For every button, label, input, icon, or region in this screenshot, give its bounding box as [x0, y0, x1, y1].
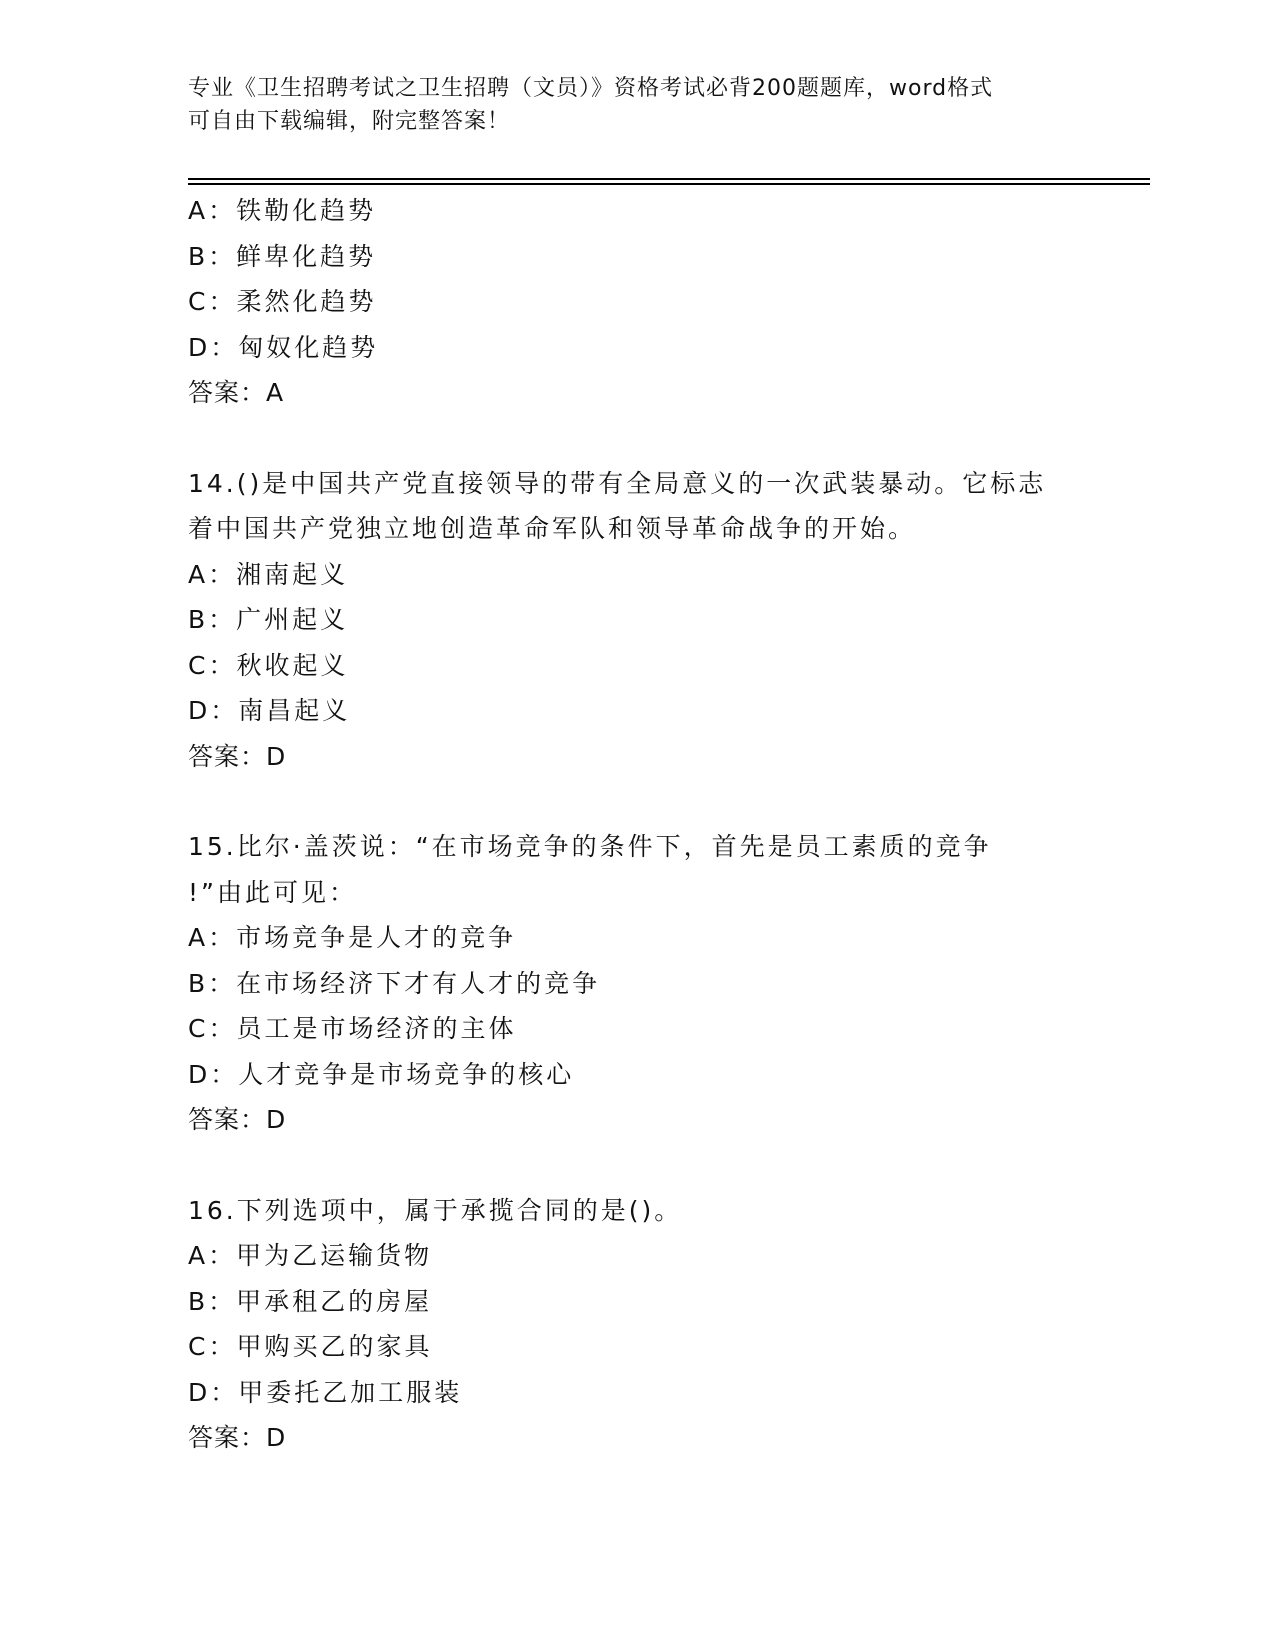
spacer	[188, 779, 1148, 824]
question-stem-continued: 着中国共产党独立地创造革命军队和领导革命战争的开始。	[188, 514, 917, 543]
option-b: B：甲承租乙的房屋	[188, 1286, 433, 1316]
option-a: A：市场竞争是人才的竞争	[188, 923, 517, 952]
header-line-1: 专业《卫生招聘考试之卫生招聘（文员）》资格考试必背200题题库，word格式	[188, 76, 994, 101]
option-c: C：员工是市场经济的主体	[188, 1014, 517, 1043]
question-14	[188, 461, 1148, 780]
question-15	[188, 824, 1148, 1143]
option-a: A：甲为乙运输货物	[188, 1241, 433, 1270]
question-list	[188, 188, 1148, 1461]
option-d: D：匈奴化趋势	[188, 332, 379, 362]
answer: 答案：D	[188, 1423, 287, 1452]
question-stem: 14.()是中国共产党直接领导的带有全局意义的一次武装暴动。它标志	[188, 468, 1047, 498]
option-b: B：在市场经济下才有人才的竞争	[188, 968, 601, 998]
option-b: B：广州起义	[188, 605, 349, 634]
header-rule-bottom	[188, 183, 1150, 185]
option-c: C：甲购买乙的家具	[188, 1332, 433, 1361]
answer: 答案：D	[188, 1105, 287, 1134]
spacer	[188, 416, 1148, 461]
header-rule-top	[188, 178, 1150, 180]
option-d: D：南昌起义	[188, 696, 351, 725]
document-header	[188, 72, 1088, 138]
option-d: D：甲委托乙加工服装	[188, 1377, 463, 1407]
option-b: B：鲜卑化趋势	[188, 241, 377, 271]
answer: 答案：D	[188, 741, 287, 771]
question-stem-continued: !”由此可见：	[188, 877, 357, 907]
question-stem: 15.比尔·盖茨说：“在市场竞争的条件下，首先是员工素质的竞争	[188, 832, 992, 861]
question-stem: 16.下列选项中，属于承揽合同的是()。	[188, 1195, 683, 1225]
answer: 答案：A	[188, 378, 285, 407]
header-line-2: 可自由下载编辑，附完整答案！	[188, 109, 511, 134]
question-13	[188, 188, 1148, 416]
option-a: A：铁勒化趋势	[188, 196, 377, 225]
option-c: C：秋收起义	[188, 650, 349, 680]
option-c: C：柔然化趋势	[188, 287, 377, 316]
option-a: A：湘南起义	[188, 559, 349, 589]
option-d: D：人才竞争是市场竞争的核心	[188, 1059, 575, 1089]
spacer	[188, 1143, 1148, 1188]
question-16	[188, 1188, 1148, 1461]
